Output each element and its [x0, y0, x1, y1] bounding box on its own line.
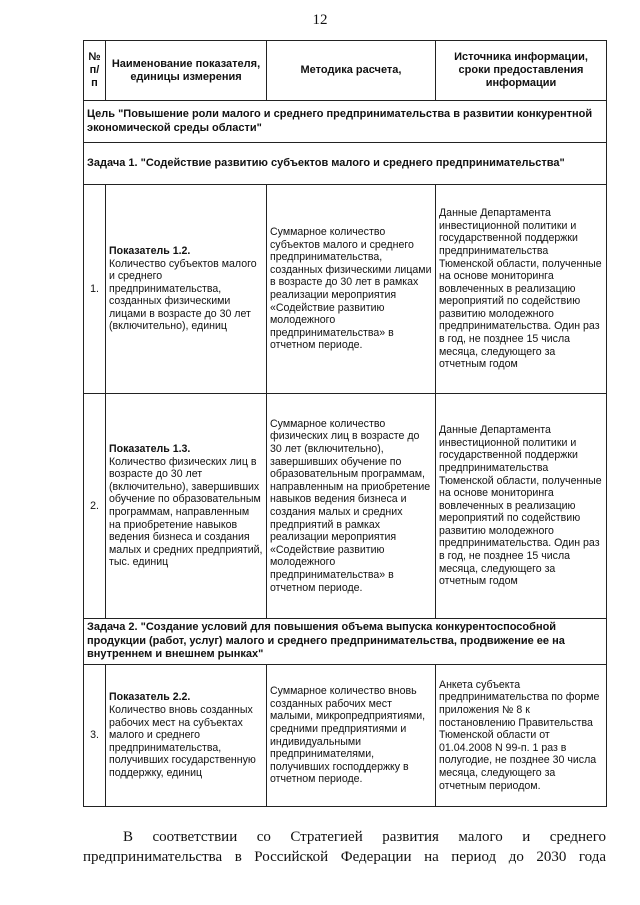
row-number: 1.: [84, 185, 106, 394]
header-num: № п/п: [84, 41, 106, 101]
source-cell: Данные Департамента инвестиционной политики и государственной поддержки предпринимательства Тюменской области, полученные на основе мониторинга вовлеченных в реализацию мероприятий по содействию развитию молодежного предпринимательства. Один раз в год, не позднее 15 числа месяца, следующего за отчетным годом: [436, 185, 607, 394]
method-cell: Суммарное количество субъектов малого и среднего предпринимательства, созданных физическими лицами в возрасте до 30 лет в рамках реализации мероприятия «Содействие развитию молодежного предпринимательства» в отчетном периоде.: [267, 185, 436, 394]
body-line: В соответствии со Стратегией развития малого и среднего: [123, 829, 606, 845]
indicator-title: Показатель 2.2.: [109, 691, 191, 704]
table-row: [84, 394, 607, 619]
method-cell: Суммарное количество вновь созданных рабочих мест малыми, микропредприятиями, средними предприятиями и индивидуальными предпринимателями, получивших господдержку в отчетном периоде.: [267, 665, 436, 807]
goal-text: Цель "Повышение роли малого и среднего предпринимательства в развитии конкурентной экономической среды области": [84, 101, 607, 143]
row-number: 2.: [84, 394, 106, 619]
indicator-cell: [106, 185, 267, 394]
method-cell: Суммарное количество физических лиц в возрасте до 30 лет (включительно), завершивших обучение по образовательным программам, направленным на приобретение навыков ведения бизнеса и создания малых и средних предприятий в рамках реализации мероприятия «Содействие развитию молодежного предпринимательства» в отчетном периоде.: [267, 394, 436, 619]
indicator-table: [83, 40, 607, 807]
goal-row: [84, 101, 607, 143]
indicator-name: Количество вновь созданных рабочих мест на субъектах малого и среднего предпринимательства, получивших государственную поддержку, единиц: [109, 704, 256, 779]
indicator-cell: [106, 394, 267, 619]
table-row: [84, 185, 607, 394]
table-row: [84, 665, 607, 807]
task-2-text: Задача 2. "Создание условий для повышения объема выпуска конкурентоспособной продукции (работ, услуг) малого и среднего предпринимательства, продвижение ее на внутреннем и внешнем рынках": [84, 619, 607, 665]
task-row: [84, 619, 607, 665]
task-1-text: Задача 1. "Содействие развитию субъектов малого и среднего предпринимательства": [84, 143, 607, 185]
header-name: Наименование показателя, единицы измерения: [106, 41, 267, 101]
table-header-row: [84, 41, 607, 101]
indicator-title: Показатель 1.2.: [109, 244, 191, 257]
task-row: [84, 143, 607, 185]
source-cell: Анкета субъекта предпринимательства по форме приложения № 8 к постановлению Правительства Тюменской области от 01.04.2008 N 99-п. 1 раз в полугодие, не позднее 30 числа месяца, следующего за отчетным периодом.: [436, 665, 607, 807]
header-method: Методика расчета,: [267, 41, 436, 101]
indicator-name: Количество субъектов малого и среднего предпринимательства, созданных физическими лицами в возрасте до 30 лет (включительно), единиц: [109, 257, 257, 333]
indicator-cell: [106, 665, 267, 807]
row-number: 3.: [84, 665, 106, 807]
source-cell: Данные Департамента инвестиционной политики и государственной поддержки предпринимательства Тюменской области, полученные на основе мониторинга вовлеченных в реализацию мероприятий по содействию развитию молодежного предпринимательства. Один раз в год, не позднее 15 числа месяца, следующего за отчетным годом: [436, 394, 607, 619]
indicator-title: Показатель 1.3.: [109, 443, 191, 456]
page-number: 12: [312, 12, 328, 28]
header-source: Источника информации, сроки предоставления информации: [436, 41, 607, 101]
indicator-name: Количество физических лиц в возрасте до 30 лет (включительно), завершивших обучение по образовательным программам, направленным на приобретение навыков ведения бизнеса и создания малых и средних предприятий, тыс. единиц: [109, 455, 263, 569]
body-line: предпринимательства в Российской Федерации на период до 2030 года: [83, 849, 606, 865]
body-paragraph: [83, 827, 606, 867]
